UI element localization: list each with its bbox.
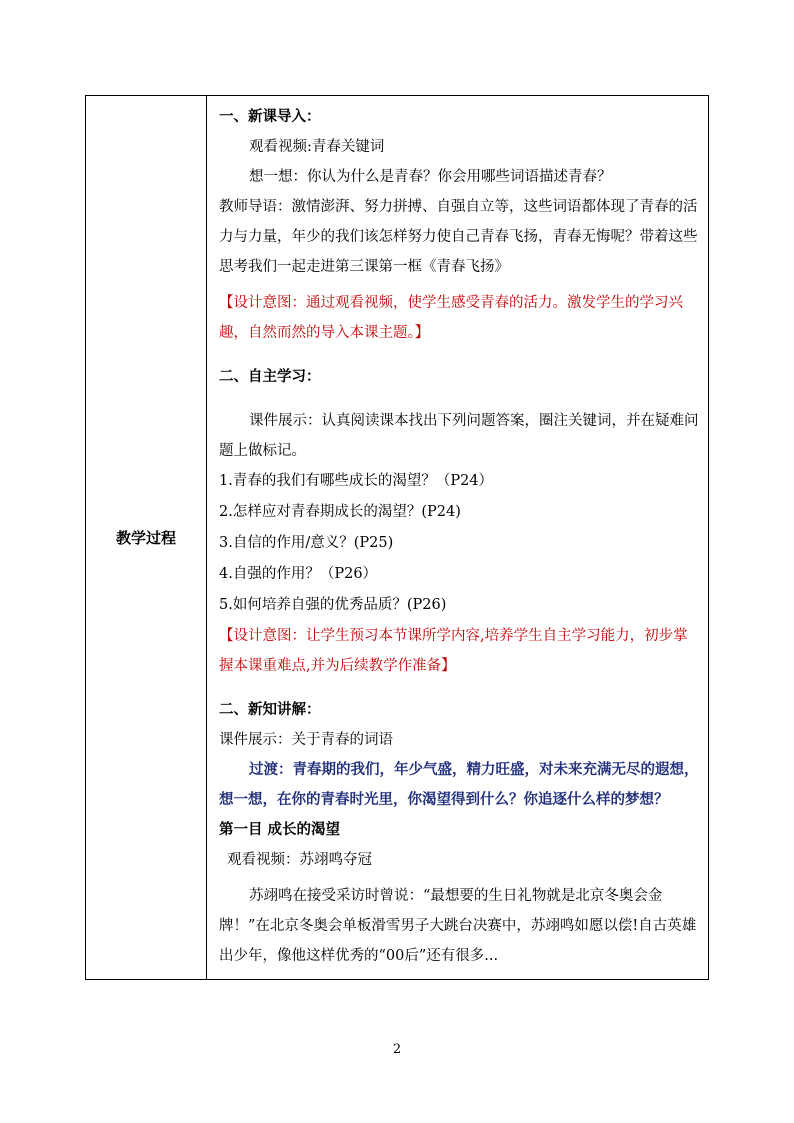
page-number: 2 [392, 1042, 402, 1057]
question-item: 3.自信的作用/意义？(P25) [219, 535, 394, 551]
table-row [86, 96, 709, 980]
lesson-table [85, 95, 709, 980]
design-intent-1: 【设计意图：通过观看视频，使学生感受青春的活力。激发学生的学习兴趣，自然而然的导入本课主题。】 [219, 295, 683, 341]
content-cell [207, 96, 709, 980]
row-label: 教学过程 [115, 529, 176, 547]
transition-text: 过渡：青春期的我们，年少气盛，精力旺盛，对未来充满无尽的遐想，想一想，在你的青春时光里，你渴望得到什么？你追逐什么样的梦想？ [219, 762, 699, 808]
video-line: 观看视频:青春关键词 [249, 139, 385, 155]
self-study-intro: 课件展示：认真阅读课本找出下列问题答案，圈注关键词，并在疑难问题上做标记。 [219, 413, 699, 459]
think-line: 想一想：你认为什么是青春？你会用哪些词语描述青春？ [249, 169, 612, 185]
display-line: 课件展示：关于青春的词语 [219, 732, 393, 748]
design-intent-2: 【设计意图：让学生预习本节课所学内容,培养学生自主学习能力，初步掌握本课重难点,并为后续教学作准备】 [219, 628, 688, 674]
question-item: 1.青春的我们有哪些成长的渴望？（P24） [219, 473, 494, 489]
question-item: 4.自强的作用？（P26） [219, 566, 378, 582]
label-cell [86, 96, 207, 980]
section-heading-self-study: 二、自主学习： [219, 369, 321, 385]
teacher-intro: 教师导语：激情澎湃、努力拼搏、自强自立等，这些词语都体现了青春的活力与力量，年少的我们该怎样努力使自己青春飞扬，青春无悔呢？带着这些思考我们一起走进第三课第一框《青春飞扬》 [219, 199, 698, 275]
sub-heading: 第一目 成长的渴望 [219, 822, 341, 838]
question-item: 2.怎样应对青春期成长的渴望？(P24) [219, 504, 461, 520]
video-line-2: 观看视频：苏翊鸣夺冠 [227, 852, 372, 868]
section-heading-intro: 一、新课导入： [219, 109, 321, 125]
content-body [207, 96, 708, 971]
question-item: 5.如何培养自强的优秀品质？(P26) [219, 597, 447, 613]
section-heading-new-knowledge: 二、新知讲解： [219, 702, 321, 718]
story-text: 苏翊鸣在接受采访时曾说：“最想要的生日礼物就是北京冬奥会金牌！”在北京冬奥会单板滑雪男子大跳台决赛中，苏翊鸣如愿以偿!自古英雄出少年，像他这样优秀的“00后”还有很多... [219, 888, 697, 964]
